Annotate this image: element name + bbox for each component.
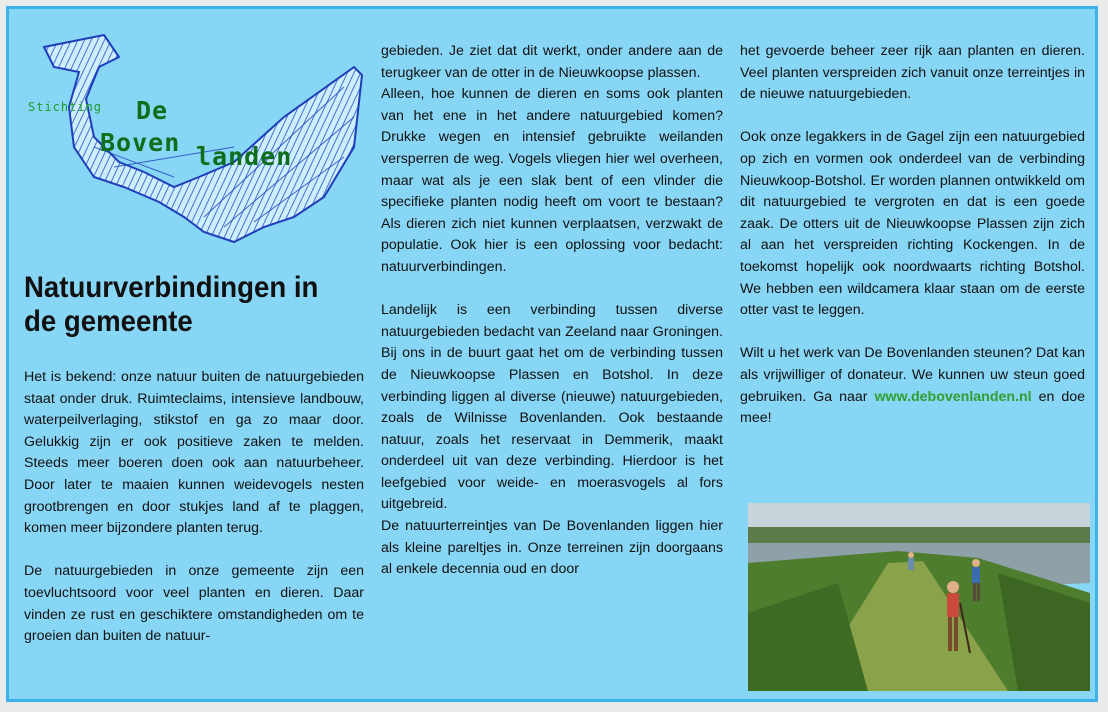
article-title	[24, 271, 337, 339]
paragraph: De natuurterreintjes van De Bovenlanden liggen hier als kleine pareltjes in. Onze terreinen zijn doorgaans al enkele decennia oud en door	[381, 518, 723, 578]
title-line2: de gemeente	[24, 305, 193, 338]
logo-small-text: Stichting	[28, 100, 103, 114]
paragraph: Het is bekend: onze natuur buiten de natuurgebieden staat onder druk. Ruimteclaims, intensieve landbouw, waterpeilverlaging, stikstof en ga zo maar door. Gelukkig zijn er ook positieve zaken te melden. Steeds meer boeren doen ook aan natuurbeheer. Door later te maaien kunnen weidevogels nesten grootbrengen en door stukjes land af te plaggen, komen meer bijzondere planten terug.	[24, 369, 364, 537]
paragraph-call-to-action	[740, 343, 1085, 429]
person-figure	[972, 559, 980, 601]
bovenlanden-logo	[24, 27, 364, 257]
logo-line1: De	[136, 96, 169, 125]
text-column-3	[740, 41, 1085, 430]
cta-text-end: en doe mee!	[740, 388, 1085, 427]
paragraph: het gevoerde beheer zeer rijk aan planten en dieren. Veel planten verspreiden zich vanuit onze terreintjes in de nieuwe natuurgebieden.	[740, 43, 1085, 103]
title-line1: Natuurverbindingen in	[24, 271, 319, 304]
cta-text: Wilt u het werk van De Bovenlanden steunen? Dat kan als vrijwilliger of donateur. We kunnen uw steun goed gebruiken. Ga naar	[740, 345, 1085, 405]
map-shape	[44, 35, 362, 242]
logo-line2: Boven	[100, 128, 181, 157]
paragraph: gebieden. Je ziet dat dit werkt, onder andere aan de terugkeer van de otter in de Nieuwkoopse plassen.	[381, 43, 723, 81]
logo-line3: landen	[196, 142, 293, 171]
paragraph: Alleen, hoe kunnen de dieren en soms ook planten van het ene in het andere natuurgebied komen? Drukke wegen en intensief gebruikte weilanden versperren de weg. Vogels vliegen hier wel overheen, maar wat als je een slak bent of een vlinder die specifieke planten nodig heeft om voort te bestaan? Als dieren zich niet kunnen verplaatsen, verzwakt de populatie. Ook hier is een oplossing voor bedacht: natuurverbindingen.	[381, 86, 723, 275]
article-frame	[6, 6, 1098, 702]
text-column-2	[381, 41, 723, 581]
volunteers-photo	[748, 503, 1090, 691]
paragraph: Landelijk is een verbinding tussen diverse natuurgebieden bedacht van Zeeland naar Groningen. Bij ons in de buurt gaat het om de verbinding tussen de Nieuwkoopse Plassen en Botshol. In deze verbinding liggen al diverse (nieuwe) natuurgebieden, zoals de Wilnisse Bovenlanden. Ook bestaande natuur, zoals het reservaat in Demmerik, maakt onderdeel uit van deze verbinding. Hierdoor is het leefgebied voor weide- en moerasvogels al fors uitgebreid.	[381, 302, 723, 513]
paragraph: Ook onze legakkers in de Gagel zijn een natuurgebied op zich en vormen ook onderdeel van de verbinding Nieuwkoop-Botshol. Er worden plannen ontwikkeld om dit natuurgebied te vergroten en dat is een goede zaak. De otters uit de Nieuwkoopse Plassen zijn zich al aan het verspreiden richting Kockengen. In de toekomst hopelijk ook noordwaarts richting Botshol. We hebben een wildcamera klaar staan om de eerste otter vast te leggen.	[740, 129, 1085, 319]
person-figure	[908, 552, 914, 570]
text-column-1	[24, 367, 364, 648]
website-link[interactable]: www.debovenlanden.nl	[874, 388, 1032, 405]
paragraph: De natuurgebieden in onze gemeente zijn een toevluchtsoord voor veel planten en dieren. Daar vinden ze rust en geschiktere omstandigheden om te groeien dan buiten de natuur-	[24, 563, 364, 645]
